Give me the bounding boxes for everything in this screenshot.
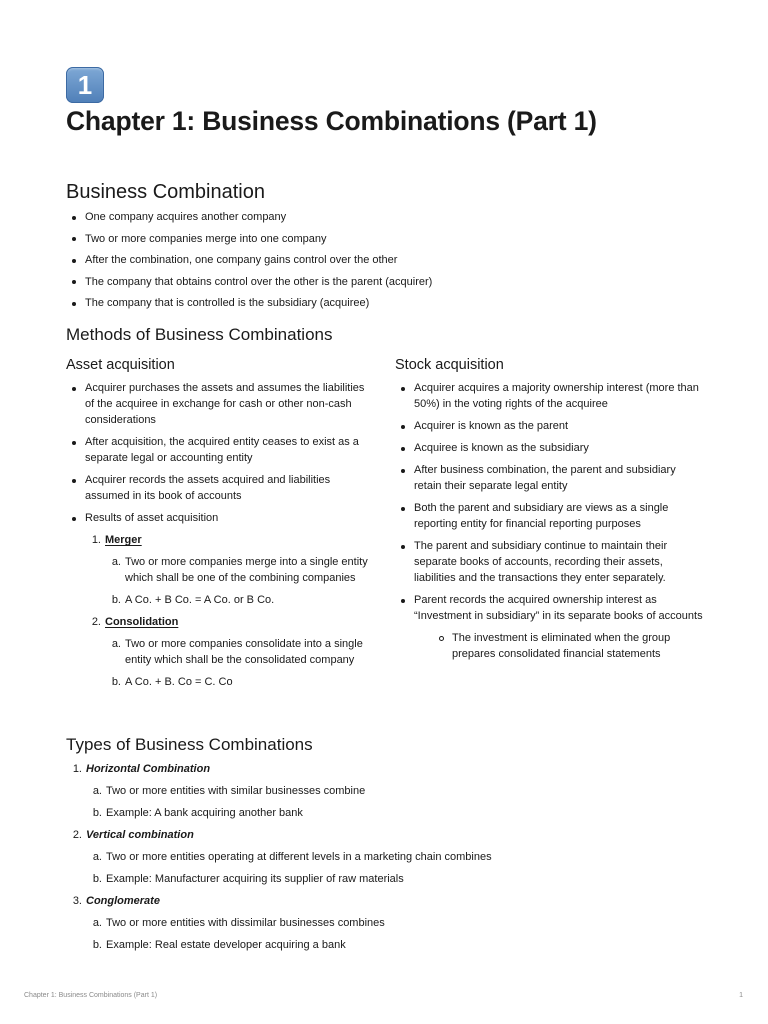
- conglomerate-sublist: [86, 915, 706, 953]
- list-item: The company that is controlled is the subsidiary (acquiree): [66, 295, 706, 311]
- list-item: [66, 827, 706, 887]
- list-item: Acquiree is known as the subsidiary: [395, 440, 705, 456]
- list-item: Acquirer records the assets acquired and liabilities assumed in its book of accounts: [66, 472, 376, 504]
- list-item-text: Two or more entities with dissimilar businesses combines: [106, 917, 385, 929]
- list-item: [85, 532, 376, 608]
- asset-results-list: [66, 532, 376, 690]
- keycap-one-badge-icon: 1: [66, 67, 104, 103]
- consolidation-sublist: [105, 636, 376, 690]
- list-marker: b.: [92, 873, 102, 885]
- list-marker: a.: [92, 851, 102, 863]
- list-item: The company that obtains control over the other is the parent (acquirer): [66, 274, 706, 290]
- list-item: [86, 937, 706, 953]
- list-item: [395, 592, 705, 662]
- list-item-text: Two or more entities operating at different levels in a marketing chain combines: [106, 851, 492, 863]
- merger-label: Merger: [105, 534, 142, 546]
- conglomerate-label: Conglomerate: [86, 895, 160, 907]
- list-marker: a.: [111, 556, 121, 568]
- list-item: After business combination, the parent and subsidiary retain their separate legal entity: [395, 462, 705, 494]
- list-item: Acquirer is known as the parent: [395, 418, 705, 434]
- list-item: Acquirer acquires a majority ownership interest (more than 50%) in the voting rights of the acquiree: [395, 380, 705, 412]
- list-item: [105, 554, 376, 586]
- list-item: Two or more companies merge into one company: [66, 231, 706, 247]
- types-list: [66, 761, 706, 953]
- list-item: [66, 893, 706, 953]
- list-item: [86, 915, 706, 931]
- list-item: [85, 614, 376, 690]
- list-marker: 2.: [91, 616, 101, 628]
- asset-acquisition-heading: Asset acquisition: [66, 357, 175, 373]
- list-item: [105, 636, 376, 668]
- list-marker: b.: [92, 939, 102, 951]
- list-item: [105, 592, 376, 608]
- list-item-text: Two or more companies consolidate into a single entity which shall be the consolidated company: [125, 638, 363, 666]
- methods-heading: Methods of Business Combinations: [66, 325, 333, 344]
- vertical-combination-label: Vertical combination: [86, 829, 194, 841]
- list-item-text: Example: Real estate developer acquiring a bank: [106, 939, 346, 951]
- list-item: [86, 805, 706, 821]
- list-item: After the combination, one company gains control over the other: [66, 252, 706, 268]
- list-item: Results of asset acquisition: [66, 510, 376, 526]
- vertical-sublist: [86, 849, 706, 887]
- list-item: Acquirer purchases the assets and assumes the liabilities of the acquiree in exchange for cash or other non-cash considerations: [66, 380, 376, 428]
- page-title: Chapter 1: Business Combinations (Part 1): [66, 106, 597, 136]
- list-item-text: A Co. + B Co. = A Co. or B Co.: [125, 594, 275, 606]
- list-marker: b.: [111, 676, 121, 688]
- list-marker: b.: [92, 807, 102, 819]
- business-combination-heading: Business Combination: [66, 181, 265, 203]
- list-item-text: Two or more companies merge into a single entity which shall be one of the combining companies: [125, 556, 368, 584]
- list-item-text: Two or more entities with similar businesses combine: [106, 785, 366, 797]
- asset-acquisition-column: [66, 380, 376, 690]
- horizontal-sublist: [86, 783, 706, 821]
- list-marker: 3.: [72, 895, 82, 907]
- stock-acquisition-list: [395, 380, 705, 662]
- horizontal-combination-label: Horizontal Combination: [86, 763, 211, 775]
- list-item: [86, 871, 706, 887]
- list-item-text: Example: A bank acquiring another bank: [106, 807, 303, 819]
- list-item: [105, 674, 376, 690]
- list-item: The investment is eliminated when the group prepares consolidated financial statements: [433, 630, 705, 662]
- list-item: One company acquires another company: [66, 209, 706, 225]
- list-item-text: A Co. + B. Co = C. Co: [125, 676, 233, 688]
- list-item-text: Parent records the acquired ownership interest as “Investment in subsidiary” in its separate books of accounts: [414, 594, 703, 622]
- asset-acquisition-list: [66, 380, 376, 526]
- list-marker: 1.: [91, 534, 101, 546]
- list-item: [66, 761, 706, 821]
- list-marker: a.: [92, 785, 102, 797]
- consolidation-label: Consolidation: [105, 616, 179, 628]
- list-marker: 2.: [72, 829, 82, 841]
- stock-sublist: [414, 630, 705, 662]
- stock-acquisition-heading: Stock acquisition: [395, 357, 504, 373]
- merger-sublist: [105, 554, 376, 608]
- list-item: The parent and subsidiary continue to maintain their separate books of accounts, recording their assets, liabilities and the transactions they enter separately.: [395, 538, 705, 586]
- footer-title: Chapter 1: Business Combinations (Part 1): [24, 992, 158, 999]
- business-combination-list: [66, 209, 706, 311]
- list-item: After acquisition, the acquired entity ceases to exist as a separate legal or accounting entity: [66, 434, 376, 466]
- list-marker: b.: [111, 594, 121, 606]
- list-marker: a.: [111, 638, 121, 650]
- list-item: [86, 849, 706, 865]
- types-heading: Types of Business Combinations: [66, 735, 313, 754]
- list-item: Both the parent and subsidiary are views as a single reporting entity for financial reporting purposes: [395, 500, 705, 532]
- page-number: 1: [739, 992, 743, 999]
- list-marker: 1.: [72, 763, 82, 775]
- list-item: [86, 783, 706, 799]
- list-marker: a.: [92, 917, 102, 929]
- list-item-text: Example: Manufacturer acquiring its supplier of raw materials: [106, 873, 404, 885]
